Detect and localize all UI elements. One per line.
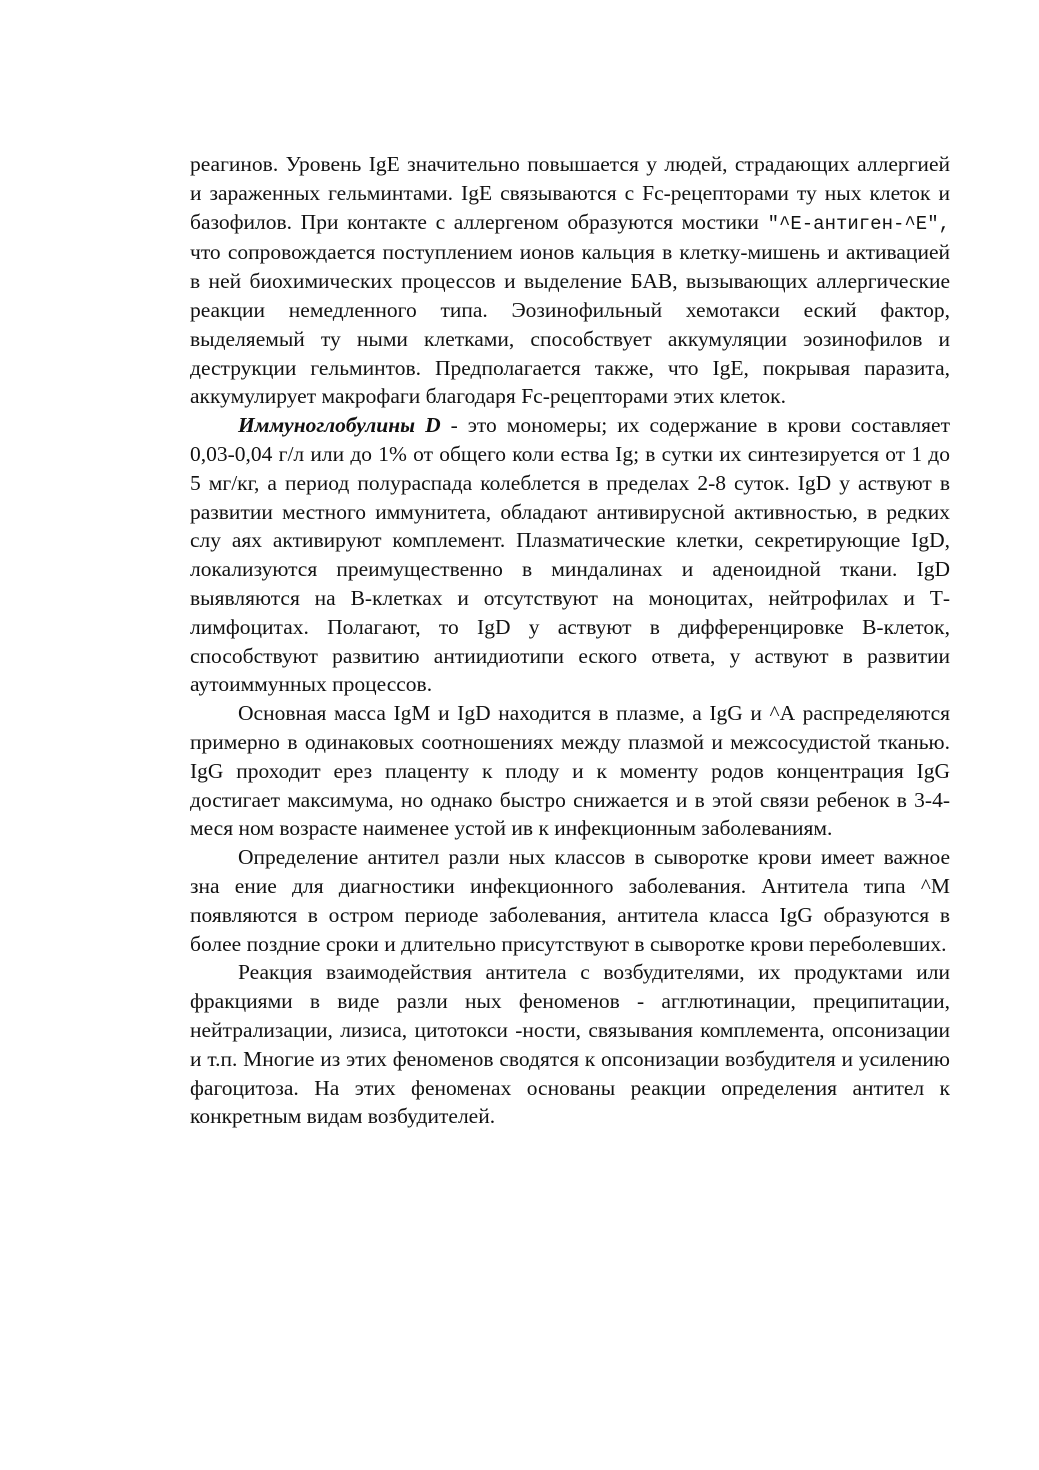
paragraph-ige-continued (190, 150, 950, 411)
paragraph-text: реагинов. Уровень IgE значительно повышается у людей, страдающих аллергией и зараженных гельминтами. IgE связываются с Fc-рецепторами ту ных клеток и базофилов. При контакте с аллергеном образуются мостики (190, 152, 950, 234)
document-page (190, 150, 950, 1131)
paragraph-igd (190, 411, 950, 699)
paragraph-reactions: Реакция взаимодействия антитела с возбудителями, их продуктами или фракциями в виде разли ных феноменов - агглютинации, преципитации, нейтрализации, лизиса, цитотокси -ности, связывания комплемента, опсонизации и т.п. Многие из этих феноменов сводятся к опсонизации возбудителя и усилению фагоцитоза. На этих феноменах основаны реакции определения антител к конкретным видам возбудителей. (190, 960, 950, 1129)
paragraph-distribution: Основная масса IgM и IgD находится в плазме, а IgG и ^А распределяются примерно в одинаковых соотношениях между плазмой и межсосудистой тканью. IgG проходит ерез плаценту к плоду и к моменту родов концентрация IgG достигает максимума, но однако быстро снижается и в этой связи ребенок в 3-4-меся ном возрасте наименее устой ив к инфекционным заболеваниям. (190, 701, 950, 841)
paragraph-text: что сопровождается поступлением ионов кальция в клетку-мишень и активацией в ней биохимических процессов и выделение БАВ, вызывающих аллергические реакции немедленного типа. Эозинофильный хемотакси еский фактор, выделяемый ту ными клетками, способствует аккумуляции эозинофилов и деструкции гельминтов. Предполагается также, что IgE, покрывая паразита, аккумулирует макрофаги благодаря Fc-рецепторами этих клеток. (190, 240, 950, 409)
paragraph-antibody-classes: Определение антител разли ных классов в сыворотке крови имеет важное зна ение для диагностики инфекционного заболевания. Антитела типа ^М появляются в остром периоде заболевания, антитела класса IgG образуются в более поздние сроки и длительно присутствуют в сыворотке крови переболевших. (190, 845, 950, 956)
term-heading: Иммуноглобулины D (238, 413, 441, 438)
code-formula: "^E-антиген-^E", (767, 212, 950, 235)
paragraph-text: - это мономеры; их содержание в крови составляет 0,03-0,04 г/л или до 1% от общего коли ества Ig; в сутки их синтезируется от 1 до 5 мг/кг, а период полураспада колеблется в пределах 2-8 суток. IgD у аствуют в развитии местного иммунитета, обладают антивирусной активностью, в редких слу аях активируют комплемент. Плазматические клетки, секретирующие IgD, локализуются преимущественно в миндалинах и аденоидной ткани. IgD выявляются на В-клетках и отсутствуют на моноцитах, нейтрофилах и Т-лимфоцитах. Полагают, то IgD у аствуют в дифференцировке В-клеток, способствуют развитию антиидиотипи еского ответа, у аствуют в развитии аутоиммунных процессов. (190, 413, 950, 697)
